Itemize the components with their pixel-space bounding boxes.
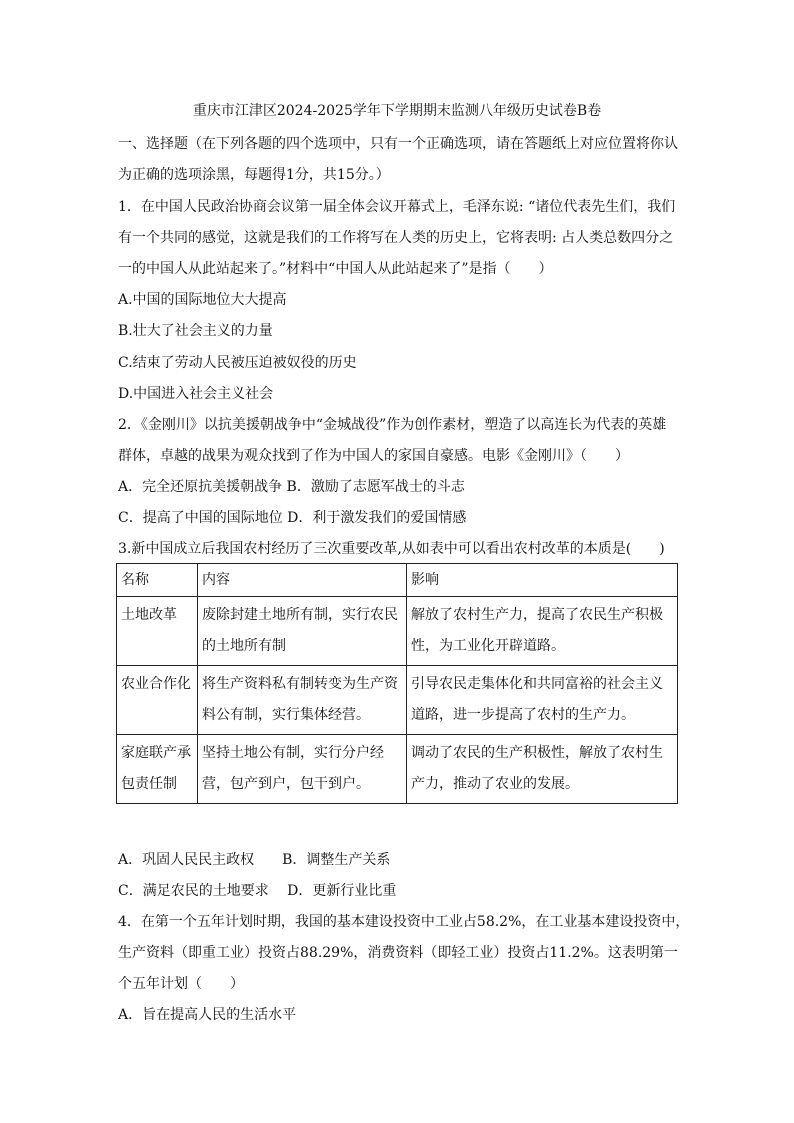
- exam-title: 重庆市江津区2024-2025学年下学期期末监测八年级历史试卷B卷: [192, 103, 602, 119]
- table-cell-name: 土地改革: [117, 597, 198, 666]
- table-header-row: [117, 564, 678, 597]
- table-cell-content: 坚持土地公有制，实行分户经营，包产到户，包干到户。: [198, 735, 407, 804]
- q4-stem-line-1: 4．在第一个五年计划时期，我国的基本建设投资中工业占58.2%，在工业基本建设投资中，: [118, 914, 690, 930]
- table-cell-content: 将生产资料私有制转变为生产资料公有制，实行集体经营。: [198, 666, 407, 735]
- q1-option-c: C.结束了劳动人民被压迫被奴役的历史: [118, 355, 357, 371]
- q2-stem-line-2: 群体，卓越的战果为观众找到了作为中国人的家国自豪感。电影《金刚川》（ ）: [118, 448, 629, 464]
- q1-stem-line-2: 有一个共同的感觉，这就是我们的工作将写在人类的历史上，它将表明: 占人类总数四分之: [118, 230, 674, 246]
- table-row: [117, 666, 678, 735]
- q2-options-line-1: A．完全还原抗美援朝战争 B．激励了志愿军战士的斗志: [118, 479, 465, 495]
- q1-stem-line-3: 一的中国人从此站起来了。”材料中“中国人从此站起来了”是指（ ）: [118, 261, 553, 277]
- table-row: [117, 597, 678, 666]
- q2-stem-line-1: 2．《金刚川》以抗美援朝战争中“金城战役”作为创作素材，塑造了以高连长为代表的英雄: [118, 417, 667, 433]
- table-header-content: 内容: [198, 564, 407, 597]
- q1-option-a: A.中国的国际地位大大提高: [118, 292, 287, 308]
- q1-option-d: D.中国进入社会主义社会: [118, 386, 274, 402]
- q4-stem-line-3: 个五年计划（ ）: [118, 976, 244, 992]
- q2-options-line-2: C．提高了中国的国际地位 D．利于激发我们的爱国情感: [118, 510, 467, 526]
- q3-stem: 3.新中国成立后我国农村经历了三次重要改革,从如表中可以看出农村改革的本质是( ): [118, 541, 665, 557]
- section-instructions-line-1: 一、选择题（在下列各题的四个选项中，只有一个正确选项，请在答题纸上对应位置将你认: [118, 136, 678, 152]
- table-cell-content: 废除封建土地所有制，实行农民的土地所有制: [198, 597, 407, 666]
- q3-options-line-2: C．满足农民的土地要求 D．更新行业比重: [118, 883, 397, 899]
- q1-stem-line-1: 1．在中国人民政治协商会议第一届全体会议开幕式上，毛泽东说: “诸位代表先生们，我们: [118, 199, 676, 215]
- table-cell-impact: 解放了农村生产力，提高了农民生产积极性，为工业化开辟道路。: [407, 597, 678, 666]
- table-header-name: 名称: [117, 564, 198, 597]
- table-cell-impact: 引导农民走集体化和共同富裕的社会主义道路，进一步提高了农村的生产力。: [407, 666, 678, 735]
- section-instructions-line-2: 为正确的选项涂黑，每题得1分，共15分。）: [118, 167, 390, 183]
- table-row: [117, 735, 678, 804]
- q4-option-a: A．旨在提高人民的生活水平: [118, 1007, 297, 1023]
- q4-stem-line-2: 生产资料（即重工业）投资占88.29%，消费资料（即轻工业）投资占11.2%。这表明第一: [118, 945, 678, 961]
- table-cell-name: 农业合作化: [117, 666, 198, 735]
- table-cell-impact: 调动了农民的生产积极性，解放了农村生产力，推动了农业的发展。: [407, 735, 678, 804]
- table-cell-name: 家庭联产承包责任制: [117, 735, 198, 804]
- table-header-impact: 影响: [407, 564, 678, 597]
- q3-options-line-1: A．巩固人民民主政权 B．调整生产关系: [118, 852, 391, 868]
- q1-option-b: B.壮大了社会主义的力量: [118, 323, 273, 339]
- q3-reform-table: [116, 563, 678, 804]
